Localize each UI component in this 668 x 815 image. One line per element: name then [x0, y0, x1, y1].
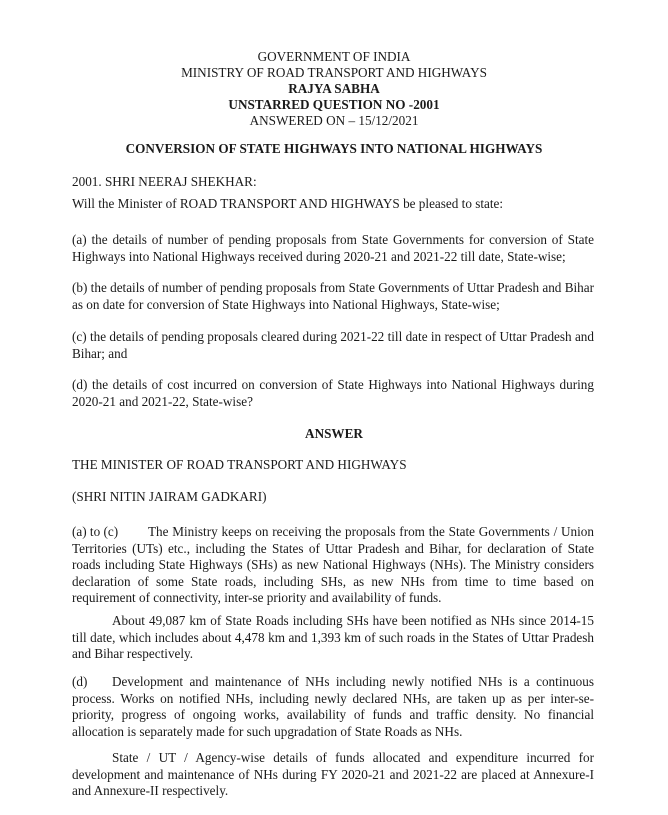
header-house: RAJYA SABHA [288, 81, 380, 96]
answer-part-a-to-c-text: The Ministry keeps on receiving the proposals from the State Governments / Union Territories (UTs) etc., including the States of Uttar Pradesh and Bihar, for declaration of State roads including State Highways (SHs) as new National Highways (NHs). The Ministry considers declaration of some State roads, including SHs, as new NHs from time to time based on requirement of connectivity, inter-se priority and availability of funds. [72, 524, 594, 605]
document-header [0, 49, 668, 129]
answer-part-a-to-c [72, 524, 594, 607]
answer-part-d-text: Development and maintenance of NHs including newly notified NHs is a continuous process. Works on notified NHs, including newly declared NHs, are taken up as per inter-se-priority, progress of ongoing works, availability of funds and traffic density. No financial allocation is separately made for such upgradation of State Roads as NHs. [72, 674, 594, 739]
answer-part-d [72, 674, 594, 740]
question-part-b: (b) the details of number of pending proposals from State Governments of Uttar Pradesh and Bihar as on date for conversion of State Highways into National Highways, State-wise; [72, 280, 594, 312]
question-intro: Will the Minister of ROAD TRANSPORT AND HIGHWAYS be pleased to state: [72, 196, 504, 211]
document-title: CONVERSION OF STATE HIGHWAYS INTO NATIONAL HIGHWAYS [125, 141, 543, 156]
header-ministry: MINISTRY OF ROAD TRANSPORT AND HIGHWAYS [181, 65, 487, 80]
answer-heading: ANSWER [305, 426, 363, 441]
header-answered-date: ANSWERED ON – 15/12/2021 [249, 113, 419, 128]
answer-minister-name: (SHRI NITIN JAIRAM GADKARI) [72, 489, 267, 504]
answer-minister: THE MINISTER OF ROAD TRANSPORT AND HIGHWAYS [72, 457, 407, 472]
answer-part-d-label: (d) [72, 674, 88, 689]
question-part-d: (d) the details of cost incurred on conversion of State Highways into National Highways during 2020-21 and 2021-22, State-wise? [72, 377, 594, 409]
answer-part-a-to-c-para2: About 49,087 km of State Roads including SHs have been notified as NHs since 2014-15 till date, which includes about 4,478 km and 1,393 km of such roads in the States of Uttar Pradesh and Bihar respectively. [72, 613, 594, 661]
question-part-a: (a) the details of number of pending proposals from State Governments for conversion of State Highways into National Highways received during 2020-21 and 2021-22 till date, State-wise; [72, 232, 594, 264]
header-government: GOVERNMENT OF INDIA [257, 49, 411, 64]
question-asker: 2001. SHRI NEERAJ SHEKHAR: [72, 174, 257, 189]
answer-part-a-to-c-label: (a) to (c) [72, 524, 119, 539]
question-part-c: (c) the details of pending proposals cleared during 2021-22 till date in respect of Uttar Pradesh and Bihar; and [72, 329, 594, 361]
answer-part-d-para2: State / UT / Agency-wise details of funds allocated and expenditure incurred for development and maintenance of NHs during FY 2020-21 and 2021-22 are placed at Annexure-I and Annexure-II respectively. [72, 750, 594, 798]
header-question-number: UNSTARRED QUESTION NO -2001 [228, 97, 440, 112]
